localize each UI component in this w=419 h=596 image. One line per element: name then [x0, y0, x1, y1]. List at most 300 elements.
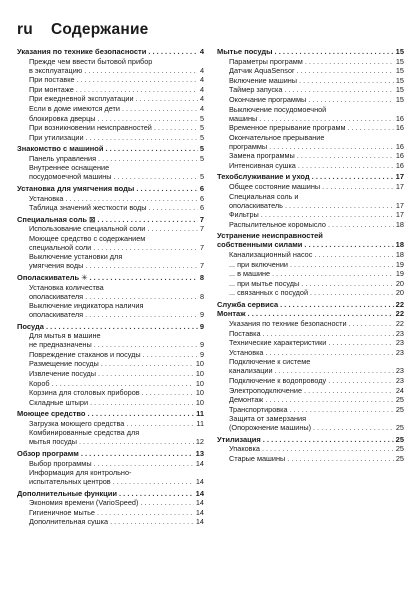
toc-page-number: 14 — [195, 488, 204, 498]
toc-page-number: 14 — [195, 498, 204, 508]
toc-subsection-entry — [17, 350, 204, 359]
toc-subsection-entry — [17, 359, 204, 368]
toc-page-number: 25 — [395, 395, 404, 405]
toc-section-entry — [217, 172, 404, 181]
toc-page-number: 6 — [199, 203, 204, 213]
toc-entry-text: ополаскивателя — [29, 291, 84, 301]
toc-section-entry — [17, 47, 204, 56]
toc-page-number: 6 — [199, 183, 204, 193]
dot-leader — [114, 172, 198, 181]
toc-page-number: 4 — [199, 47, 204, 56]
dot-leader — [265, 395, 394, 404]
toc-entry-text: программы — [229, 141, 268, 151]
toc-subsection-entry — [217, 57, 404, 66]
toc-entry-text: Использование специальной соли — [29, 224, 146, 234]
toc-entry-text: Повреждение стаканов и посуды — [29, 349, 141, 359]
toc-entry-text: Фильтры — [229, 210, 259, 220]
toc-entry-text: Экономия времени (VarioSpeed) — [29, 498, 139, 508]
toc-section-entry — [217, 435, 404, 444]
toc-section-entry — [217, 231, 404, 249]
toc-entry-text: Служба сервиса — [217, 299, 279, 309]
toc-page-number: 6 — [199, 193, 204, 203]
toc-page-number: 25 — [395, 423, 404, 433]
toc-page-number: 23 — [395, 328, 404, 338]
toc-page-number: 14 — [195, 517, 204, 527]
dot-leader — [154, 123, 198, 132]
toc-page-number: 24 — [395, 385, 404, 395]
toc-subsection-entry — [17, 154, 204, 163]
dot-leader — [101, 359, 194, 368]
toc-entry-text: в эксплуатацию — [29, 65, 83, 75]
toc-entry-text: Транспортировка — [229, 404, 288, 414]
toc-entry-text: испытательных центров — [29, 477, 111, 487]
toc-subsection-entry — [217, 210, 404, 219]
dot-leader — [126, 419, 194, 428]
toc-page-number: 25 — [395, 434, 404, 444]
toc-page-number: 12 — [195, 437, 204, 447]
toc-page-number: 25 — [395, 454, 404, 463]
toc-page-number: 10 — [195, 359, 204, 369]
toc-subsection-entry — [17, 234, 204, 252]
toc-entry-text: Дополнительная сушка — [29, 517, 109, 527]
toc-subsection-entry — [17, 203, 204, 212]
toc-entry-text: Таймер запуска — [229, 85, 283, 95]
toc-entry-text: канализации — [229, 366, 273, 376]
dot-leader — [301, 279, 394, 288]
dot-leader — [305, 57, 394, 66]
toc-subsection-entry — [217, 151, 404, 160]
toc-page-number: 19 — [395, 259, 404, 269]
toc-subsection-entry — [217, 220, 404, 229]
toc-entry-text: Специальная соль ⊠ — [17, 214, 96, 224]
toc-entry-text: Гигиеничное мытье — [29, 507, 95, 517]
dot-leader — [46, 322, 198, 331]
toc-entry-text: Корзина для столовых приборов — [29, 388, 140, 398]
toc-subsection-entry — [217, 105, 404, 123]
toc-entry-text: Выбор программы — [29, 458, 92, 468]
toc-subsection-entry — [17, 57, 204, 75]
toc-section-entry — [17, 322, 204, 331]
dot-leader — [310, 288, 394, 297]
toc-page-number: 4 — [199, 84, 204, 94]
toc-entry-text: При поставке — [29, 75, 75, 85]
toc-section-entry — [17, 273, 204, 282]
toc-page-number: 5 — [199, 113, 204, 123]
toc-page-number: 5 — [199, 123, 204, 133]
toc-entry-text: машины — [229, 113, 258, 123]
toc-entry-text: Подключение к системе — [229, 357, 311, 367]
toc-entry-text: При возникновении неисправностей — [29, 123, 152, 133]
toc-page-number: 23 — [395, 366, 404, 376]
dot-leader — [263, 435, 394, 444]
toc-page-number: 23 — [395, 347, 404, 357]
toc-page-number: 13 — [195, 448, 204, 458]
toc-entry-text: Электроподключение — [229, 385, 303, 395]
toc-subsection-entry — [217, 376, 404, 385]
dot-leader — [314, 250, 393, 259]
dot-leader — [272, 269, 394, 278]
dot-leader — [90, 398, 194, 407]
dot-leader — [105, 144, 197, 153]
toc-entry-text: мытья посуды — [29, 437, 77, 447]
toc-page-number: 17 — [395, 200, 404, 210]
toc-entry-text: Подключение к водопроводу — [229, 375, 327, 385]
dot-leader — [297, 151, 394, 160]
toc-entry-text: Если в доме имеются дети — [29, 103, 120, 113]
toc-page-number: 16 — [395, 113, 404, 123]
toc-page-number: 4 — [199, 103, 204, 113]
toc-entry-text: Указания по технике безопасности — [229, 318, 347, 328]
toc-section-entry — [217, 309, 404, 318]
toc-entry-text: блокировка дверцы — [29, 113, 96, 123]
dot-leader — [284, 85, 393, 94]
toc-subsection-entry — [217, 454, 404, 463]
toc-page-number: 10 — [195, 378, 204, 388]
toc-entry-text: Ополаскиватель ✳ — [17, 272, 88, 282]
dot-leader — [328, 376, 394, 385]
toc-entry-text: Комбинированные средства для — [29, 428, 140, 438]
toc-column-right — [217, 46, 404, 463]
dot-leader — [280, 300, 394, 309]
dot-leader — [66, 194, 198, 203]
toc-subsection-entry — [217, 66, 404, 75]
toc-entry-text: Включение машины — [229, 75, 298, 85]
dot-leader — [98, 154, 198, 163]
toc-entry-text: посудомоечной машины — [29, 172, 112, 182]
toc-entry-text: Посуда — [17, 321, 44, 331]
toc-entry-text: ополаскиватель — [229, 200, 283, 210]
toc-page-number: 8 — [199, 291, 204, 301]
dot-leader — [140, 498, 193, 507]
toc-section-entry — [17, 449, 204, 458]
toc-subsection-entry — [217, 250, 404, 259]
toc-entry-text: Общее состояние машины — [229, 182, 321, 192]
toc-subsection-entry — [217, 269, 404, 278]
toc-entry-text: Моющее средство — [17, 409, 86, 419]
dot-leader — [93, 243, 198, 252]
dot-leader — [98, 369, 194, 378]
toc-subsection-entry — [217, 444, 404, 453]
dot-leader — [84, 66, 198, 75]
toc-subsection-entry — [217, 95, 404, 104]
toc-page-number: 5 — [199, 132, 204, 142]
toc-entry-text: Замена программы — [229, 151, 295, 161]
page-title: Содержание — [51, 21, 149, 38]
dot-leader — [266, 348, 394, 357]
toc-entry-text: Устранение неисправностей — [217, 231, 323, 241]
toc-entry-text: Специальная соль и — [229, 191, 299, 201]
toc-entry-text: Датчик AquaSensor — [229, 66, 295, 76]
toc-subsection-entry — [17, 388, 204, 397]
toc-page-number: 9 — [199, 340, 204, 350]
toc-entry-text: Мытье посуды — [217, 47, 273, 56]
dot-leader — [110, 517, 194, 526]
toc-page-number: 20 — [395, 278, 404, 288]
toc-entry-text: Выключение установки для — [29, 252, 123, 262]
toc-page-number: 4 — [199, 65, 204, 75]
toc-entry-text: Параметры программ — [229, 56, 303, 66]
toc-subsection-entry — [17, 419, 204, 428]
language-code: ru — [17, 21, 33, 38]
dot-leader — [349, 319, 394, 328]
toc-page-number: 15 — [395, 75, 404, 85]
toc-page-number: 15 — [395, 56, 404, 66]
toc-entry-text: Демонтаж — [229, 395, 264, 405]
toc-page-number: 17 — [395, 210, 404, 220]
toc-entry-text: Размещение посуды — [29, 359, 99, 369]
toc-entry-text: Канализационный насос — [229, 249, 313, 259]
toc-section-entry — [17, 215, 204, 224]
dot-leader — [143, 350, 198, 359]
toc-subsection-entry — [17, 428, 204, 446]
toc-page-number: 22 — [395, 299, 404, 309]
dot-leader — [322, 182, 394, 191]
toc-entry-text: (Опорожнение машины) — [229, 423, 312, 433]
toc-page-number: 9 — [199, 310, 204, 320]
toc-entry-text: умягчения воды — [29, 261, 84, 271]
dot-leader — [113, 477, 194, 486]
toc-subsection-entry — [217, 395, 404, 404]
toc-entry-text: Установка количества — [29, 282, 104, 292]
toc-entry-text: Упаковка — [229, 444, 260, 454]
toc-subsection-entry — [17, 94, 204, 103]
toc-entry-text: Извлечение посуды — [29, 368, 96, 378]
toc-section-entry — [217, 300, 404, 309]
toc-entry-text: Поставка — [229, 328, 261, 338]
toc-entry-text: Информация для контрольно- — [29, 468, 132, 478]
dot-leader — [52, 379, 194, 388]
toc-page-number: 9 — [199, 349, 204, 359]
toc-page-number: 18 — [395, 240, 404, 250]
toc-entry-text: Внутреннее оснащение — [29, 163, 110, 173]
dot-leader — [348, 123, 394, 132]
dot-leader — [88, 409, 195, 418]
toc-column-left — [17, 46, 204, 526]
dot-leader — [97, 215, 197, 224]
dot-leader — [248, 309, 394, 318]
dot-leader — [148, 47, 198, 56]
toc-entry-text: Знакомство с машиной — [17, 144, 104, 154]
dot-leader — [290, 405, 394, 414]
toc-page-number: 4 — [199, 75, 204, 85]
toc-entry-text: ... при мытье посуды — [229, 278, 300, 288]
dot-leader — [94, 340, 198, 349]
dot-leader — [122, 104, 198, 113]
dot-leader — [136, 184, 197, 193]
dot-leader — [287, 454, 394, 463]
dot-leader — [312, 172, 394, 181]
toc-page-number: 16 — [395, 141, 404, 151]
toc-page-number: 5 — [199, 172, 204, 182]
toc-subsection-entry — [217, 182, 404, 191]
toc-subsection-entry — [217, 192, 404, 210]
toc-subsection-entry — [17, 283, 204, 301]
toc-page-number: 22 — [395, 309, 404, 319]
toc-subsection-entry — [17, 123, 204, 132]
toc-subsection-entry — [17, 133, 204, 142]
dot-leader — [298, 161, 394, 170]
toc-entry-text: Техобслуживание и уход — [217, 172, 310, 182]
toc-entry-text: При ежедневной эксплуатации — [29, 94, 134, 104]
toc-page-number: 18 — [395, 219, 404, 229]
dot-leader — [79, 437, 194, 446]
dot-leader — [299, 76, 394, 85]
toc-entry-text: Окончание программы — [229, 94, 307, 104]
toc-entry-text: Складные штыри — [29, 397, 89, 407]
toc-entry-text: Окончательное прерывание — [229, 132, 325, 142]
toc-page-number: 11 — [196, 409, 204, 419]
dot-leader — [328, 338, 394, 347]
toc-section-entry — [217, 47, 404, 56]
toc-subsection-entry — [217, 85, 404, 94]
toc-subsection-entry — [217, 329, 404, 338]
toc-subsection-entry — [217, 260, 404, 269]
toc-entry-text: Таблица значений жесткости воды — [29, 203, 147, 213]
toc-entry-text: ... в машине — [229, 269, 271, 279]
toc-page-number: 7 — [199, 242, 204, 252]
toc-subsection-entry — [17, 85, 204, 94]
toc-subsection-entry — [217, 386, 404, 395]
dot-leader — [147, 224, 198, 233]
toc-entry-text: Дополнительные функции — [17, 488, 118, 498]
toc-subsection-entry — [17, 75, 204, 84]
toc-page-number: 18 — [395, 249, 404, 259]
toc-entry-text: Выключение индикатора наличия — [29, 301, 144, 311]
toc-page-number: 14 — [195, 507, 204, 517]
toc-page-number: 10 — [195, 388, 204, 398]
dot-leader — [263, 329, 394, 338]
toc-subsection-entry — [17, 398, 204, 407]
dot-leader — [275, 366, 394, 375]
toc-entry-text: Моющее средство с содержанием — [29, 233, 146, 243]
dot-leader — [328, 220, 394, 229]
toc-subsection-entry — [17, 224, 204, 233]
toc-entry-text: Технические характеристики — [229, 338, 327, 348]
toc-entry-text: Выключение посудомоечной — [229, 104, 327, 114]
toc-section-entry — [17, 144, 204, 153]
toc-entry-text: ... связанных с посудой — [229, 288, 309, 298]
toc-entry-text: специальной соли — [29, 242, 92, 252]
toc-subsection-entry — [217, 133, 404, 151]
toc-page-number: 25 — [395, 404, 404, 414]
toc-entry-text: Панель управления — [29, 153, 97, 163]
toc-subsection-entry — [17, 468, 204, 486]
toc-page-number: 10 — [195, 397, 204, 407]
toc-page-number: 14 — [195, 458, 204, 468]
dot-leader — [136, 94, 198, 103]
toc-entry-text: не предназначены — [29, 340, 92, 350]
toc-section-entry — [17, 489, 204, 498]
toc-page-number: 4 — [199, 94, 204, 104]
toc-subsection-entry — [217, 405, 404, 414]
toc-entry-text: Монтаж — [217, 309, 246, 319]
toc-subsection-entry — [17, 331, 204, 349]
dot-leader — [269, 142, 394, 151]
toc-page-number: 5 — [199, 153, 204, 163]
toc-page-number: 17 — [395, 182, 404, 192]
dot-leader — [119, 489, 194, 498]
toc-page-number: 17 — [395, 172, 404, 182]
toc-page-number: 5 — [199, 144, 204, 154]
dot-leader — [98, 114, 198, 123]
dot-leader — [86, 133, 198, 142]
toc-subsection-entry — [17, 498, 204, 507]
toc-page-number: 19 — [395, 269, 404, 279]
toc-page-number: 20 — [395, 288, 404, 298]
toc-page-number: 16 — [395, 160, 404, 170]
dot-leader — [290, 260, 394, 269]
toc-page-number: 8 — [199, 272, 204, 282]
toc-entry-text: При монтаже — [29, 84, 74, 94]
dot-leader — [85, 310, 198, 319]
toc-subsection-entry — [217, 279, 404, 288]
toc-subsection-entry — [217, 123, 404, 132]
dot-leader — [259, 114, 394, 123]
dot-leader — [77, 75, 198, 84]
toc-entry-text: Установка — [29, 193, 64, 203]
dot-leader — [304, 386, 394, 395]
toc-page-number: 25 — [395, 444, 404, 454]
toc-entry-text: Указания по технике безопасности — [17, 47, 147, 56]
toc-page-number: 9 — [199, 321, 204, 331]
toc-subsection-entry — [17, 114, 204, 123]
dot-leader — [85, 292, 198, 301]
toc-section-entry — [17, 409, 204, 418]
toc-page-number: 7 — [199, 224, 204, 234]
toc-page-number: 23 — [395, 338, 404, 348]
toc-subsection-entry — [217, 161, 404, 170]
toc-subsection-entry — [217, 357, 404, 375]
toc-entry-text: Обзор программ — [17, 448, 79, 458]
toc-entry-text: собственными силами — [217, 240, 303, 250]
dot-leader — [142, 388, 194, 397]
toc-entry-text: Интенсивная сушка — [229, 160, 296, 170]
toc-subsection-entry — [17, 194, 204, 203]
toc-subsection-entry — [17, 508, 204, 517]
toc-page-number: 7 — [199, 214, 204, 224]
toc-subsection-entry — [217, 338, 404, 347]
dot-leader — [85, 261, 198, 270]
toc-entry-text: Утилизация — [217, 434, 261, 444]
toc-subsection-entry — [17, 379, 204, 388]
toc-section-entry — [17, 184, 204, 193]
toc-entry-text: Распылительное коромысло — [229, 219, 326, 229]
toc-subsection-entry — [217, 348, 404, 357]
toc-page-number: 22 — [395, 318, 404, 328]
dot-leader — [313, 423, 394, 432]
toc-page-number: 14 — [195, 477, 204, 487]
dot-leader — [81, 449, 194, 458]
toc-subsection-entry — [17, 163, 204, 181]
toc-page-number: 15 — [395, 85, 404, 95]
toc-page-number: 10 — [195, 368, 204, 378]
toc-entry-text: ... при включении — [229, 259, 288, 269]
toc-entry-text: Установка — [229, 347, 264, 357]
toc-subsection-entry — [17, 459, 204, 468]
toc-page-number: 15 — [395, 94, 404, 104]
toc-subsection-entry — [17, 369, 204, 378]
toc-entry-text: Для мытья в машине — [29, 331, 101, 341]
dot-leader — [94, 459, 194, 468]
dot-leader — [261, 210, 394, 219]
dot-leader — [149, 203, 198, 212]
toc-subsection-entry — [17, 104, 204, 113]
dot-leader — [275, 47, 394, 56]
toc-subsection-entry — [17, 252, 204, 270]
toc-entry-text: Короб — [29, 378, 50, 388]
toc-subsection-entry — [217, 319, 404, 328]
dot-leader — [296, 66, 393, 75]
